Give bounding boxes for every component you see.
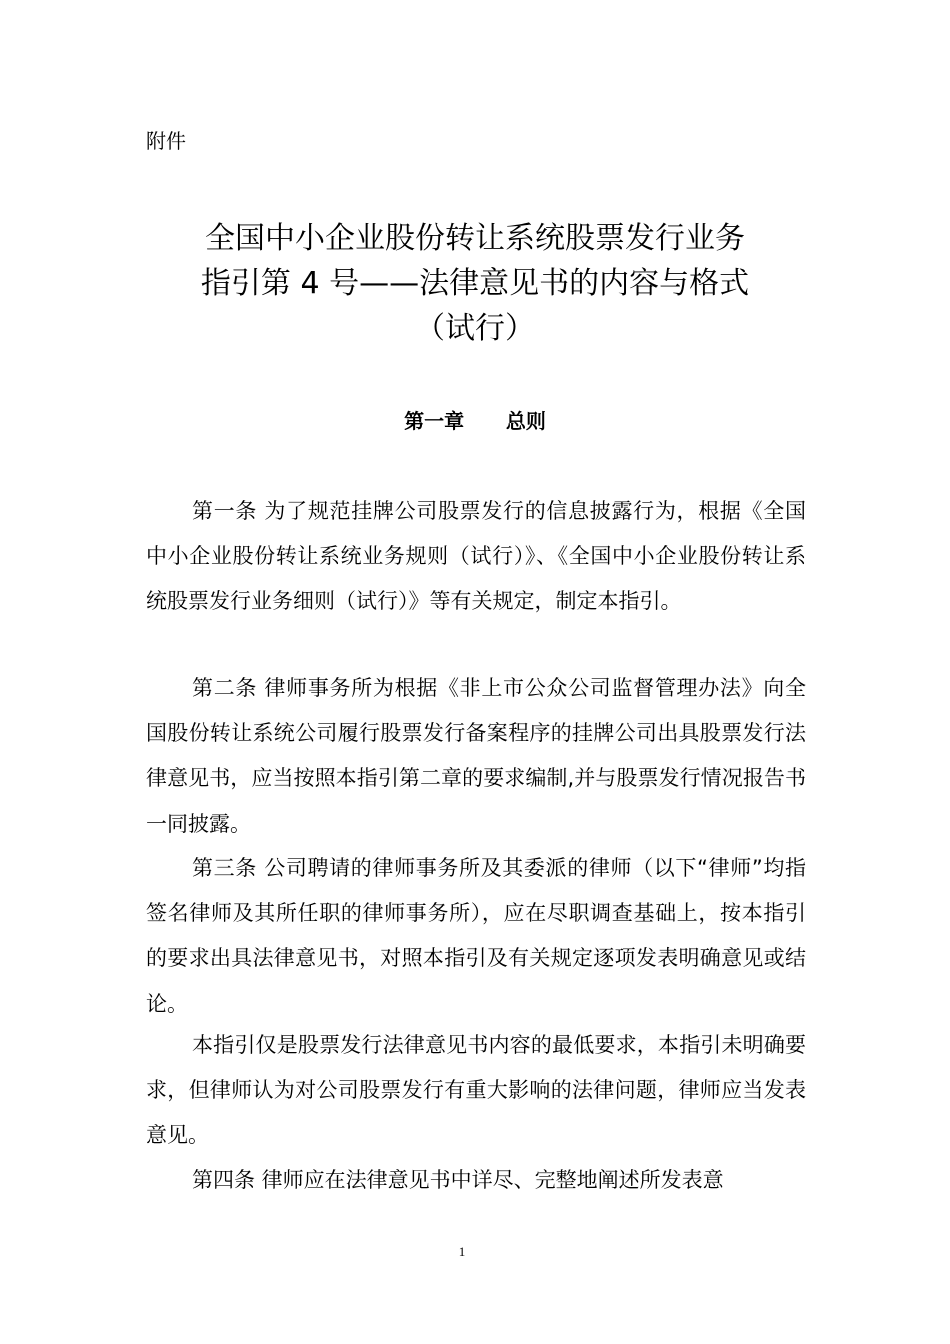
document-title-line-3: （试行） (415, 311, 535, 346)
attachment-label: 附件 (146, 129, 186, 153)
page-number: 1 (458, 1244, 466, 1259)
document-title-line-2: 指引第 4 号——法律意见书的内容与格式 (200, 266, 750, 301)
article-3-paragraph: 第三条 公司聘请的律师事务所及其委派的律师（以下“律师”均指签名律师及其所任职的律师事务所），应在尽职调查基础上，按本指引的要求出具法律意见书，对照本指引及有关规定逐项发表明确意见或结论。 (146, 856, 806, 1016)
article-1-paragraph: 第一条 为了规范挂牌公司股票发行的信息披露行为，根据《全国中小企业股份转让系统业务规则（试行）》、《全国中小企业股份转让系统股票发行业务细则（试行）》等有关规定，制定本指引。 (146, 499, 806, 614)
document-title-line-1: 全国中小企业股份转让系统股票发行业务 (205, 221, 745, 256)
article-2-paragraph: 第二条 律师事务所为根据《非上市公众公司监督管理办法》向全国股份转让系统公司履行股票发行备案程序的挂牌公司出具股票发行法律意见书，应当按照本指引第二章的要求编制,并与股票发行情况报告书一同披露。 (146, 676, 806, 836)
article-4-paragraph: 第四条 律师应在法律意见书中详尽、完整地阐述所发表意 (192, 1168, 724, 1192)
guideline-scope-paragraph: 本指引仅是股票发行法律意见书内容的最低要求，本指引未明确要求，但律师认为对公司股票发行有重大影响的法律问题，律师应当发表意见。 (146, 1033, 806, 1148)
chapter-heading: 第一章 总则 (404, 409, 546, 433)
